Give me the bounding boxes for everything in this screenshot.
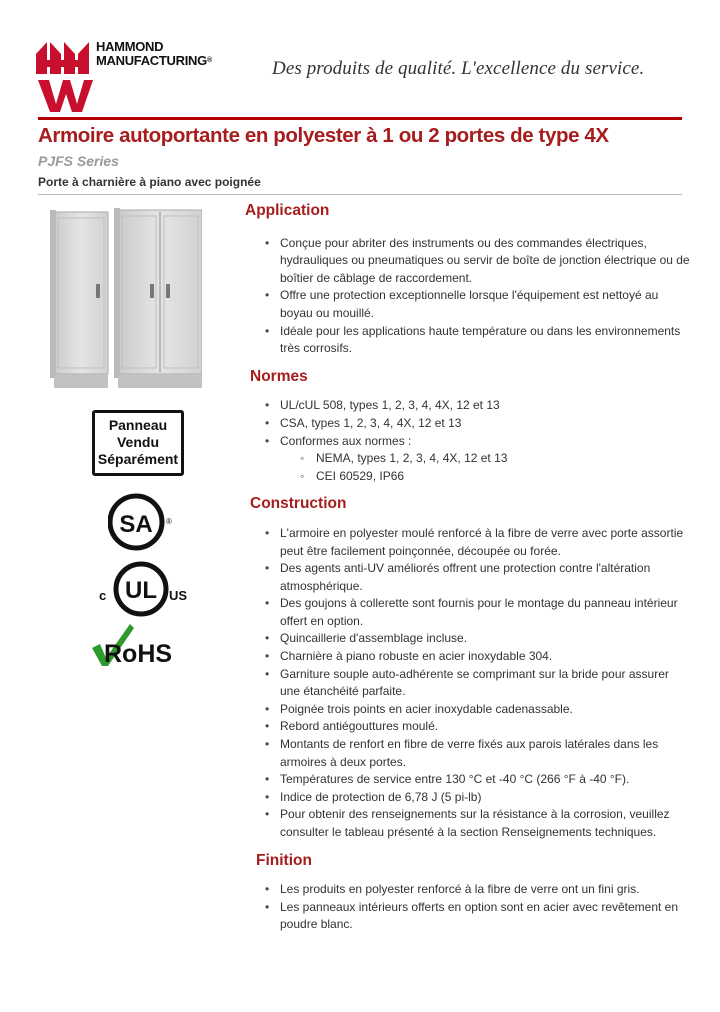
page-header bbox=[0, 0, 720, 120]
svg-text:®: ® bbox=[166, 517, 172, 526]
title-divider bbox=[38, 194, 682, 195]
list-item: • Les panneaux intérieurs offerts en option sont en acier avec revêtement en poudre blanc. bbox=[244, 899, 692, 934]
normes-sublist bbox=[244, 450, 692, 485]
list-item: • Des goujons à collerette sont fournis pour le montage du panneau intérieur offert en option. bbox=[244, 595, 692, 630]
list-item: • Conformes aux normes : bbox=[244, 433, 692, 451]
panel-sold-separately-sign bbox=[92, 410, 184, 476]
section-heading-finition: Finition bbox=[256, 851, 312, 869]
section-heading-normes: Normes bbox=[250, 367, 308, 385]
header-divider bbox=[38, 117, 682, 120]
brand-line-1: HAMMOND bbox=[96, 39, 164, 54]
ul-logo-right: US bbox=[169, 588, 187, 603]
construction-list bbox=[244, 525, 692, 842]
slogan: Des produits de qualité. L'excellence du service. bbox=[272, 58, 645, 79]
list-item: • Idéale pour les applications haute température ou dans les environnements très corrosifs. bbox=[244, 323, 692, 358]
normes-list bbox=[244, 397, 692, 450]
list-item: • Garniture souple auto-adhérente se comprimant sur la bride pour assurer une étanchéité parfaite. bbox=[244, 666, 692, 701]
brand-name bbox=[96, 40, 212, 68]
brand-line-2: MANUFACTURING bbox=[96, 53, 207, 68]
panel-sign-line: Vendu bbox=[116, 434, 159, 450]
list-item: • Pour obtenir des renseignements sur la résistance à la corrosion, veuillez consulter le tableau présenté à la section Renseignements techniques. bbox=[244, 806, 692, 841]
list-item: • Charnière à piano robuste en acier inoxydable 304. bbox=[244, 648, 692, 666]
panel-sign-line: Panneau bbox=[108, 417, 168, 433]
page-title: Armoire autoportante en polyester à 1 ou 2 portes de type 4X bbox=[38, 124, 609, 147]
list-item: • CSA, types 1, 2, 3, 4, 4X, 12 et 13 bbox=[244, 415, 692, 433]
sub-list-item: ◦ NEMA, types 1, 2, 3, 4, 4X, 12 et 13 bbox=[244, 450, 692, 468]
list-item: • Rebord antiégouttures moulé. bbox=[244, 718, 692, 736]
section-heading-construction: Construction bbox=[250, 495, 347, 513]
list-item: • Les produits en polyester renforcé à la fibre de verre ont un fini gris. bbox=[244, 881, 692, 899]
section-heading-application: Application bbox=[245, 202, 330, 219]
sub-list-item: ◦ CEI 60529, IP66 bbox=[244, 468, 692, 486]
enclosure-product-image bbox=[50, 208, 202, 390]
csa-logo-text: SA bbox=[119, 511, 153, 538]
ul-logo-center: UL bbox=[125, 577, 157, 604]
list-item: • Offre une protection exceptionnelle lorsque l'équipement est nettoyé au boyau ou mouillé. bbox=[244, 287, 692, 322]
ul-logo-left: c bbox=[99, 588, 107, 603]
list-item: • Montants de renfort en fibre de verre fixés aux parois latérales dans les armoires à deux portes. bbox=[244, 736, 692, 771]
list-item: • UL/cUL 508, types 1, 2, 3, 4, 4X, 12 et 13 bbox=[244, 397, 692, 415]
application-list bbox=[244, 235, 692, 358]
list-item: • Des agents anti-UV améliorés offrent une protection contre l'altération atmosphérique. bbox=[244, 560, 692, 595]
rohs-text: RoHS bbox=[104, 640, 173, 668]
hammond-logo-icon bbox=[36, 40, 94, 112]
finition-list bbox=[244, 881, 692, 934]
rohs-compliance-icon bbox=[90, 620, 186, 668]
series-name: PJFS Series bbox=[38, 153, 119, 169]
content-column bbox=[244, 200, 692, 934]
list-item: • Températures de service entre 130 °C et -40 °C (266 °F à -40 °F). bbox=[244, 771, 692, 789]
registered-mark: ® bbox=[206, 57, 212, 64]
list-item: • Indice de protection de 6,78 J (5 pi-lb) bbox=[244, 789, 692, 807]
list-item: • Quincaillerie d'assemblage incluse. bbox=[244, 630, 692, 648]
list-item: • Poignée trois points en acier inoxydable cadenassable. bbox=[244, 701, 692, 719]
panel-sign-line: Séparément bbox=[97, 451, 179, 467]
list-item: • L'armoire en polyester moulé renforcé à la fibre de verre avec porte assortie peut être facilement poinçonnée, découpée ou forée. bbox=[244, 525, 692, 560]
list-item: • Conçue pour abriter des instruments ou des commandes électriques, hydrauliques ou pneumatiques ou servir de boîte de jonction électrique ou de boîtier de câblage de raccordement. bbox=[244, 235, 692, 288]
cul-us-certification-icon bbox=[95, 558, 187, 620]
csa-certification-icon bbox=[108, 490, 172, 554]
subtitle: Porte à charnière à piano avec poignée bbox=[38, 175, 261, 189]
